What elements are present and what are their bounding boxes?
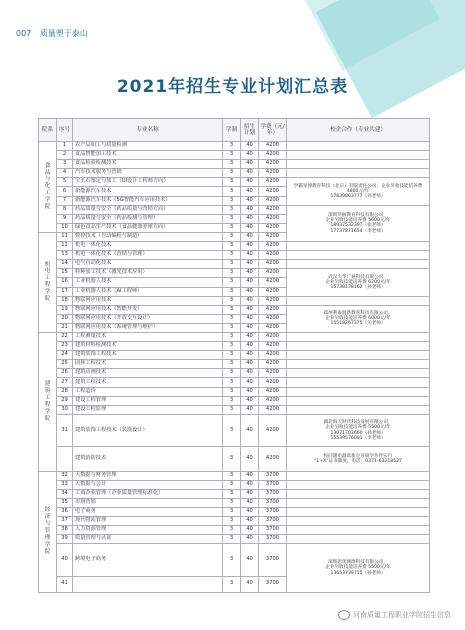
tuition-fee: 4200 bbox=[259, 160, 287, 169]
table-row bbox=[39, 169, 430, 178]
major-name: 新能源汽车技术 bbox=[73, 187, 223, 196]
enrollment-plan: 40 bbox=[241, 269, 259, 278]
table-row bbox=[39, 151, 430, 160]
row-number: 2 bbox=[57, 151, 73, 160]
enrollment-plan: 40 bbox=[241, 305, 259, 314]
enrollment-plan: 40 bbox=[241, 205, 259, 214]
study-years: 3 bbox=[223, 332, 241, 341]
table-row bbox=[39, 516, 430, 525]
cooperation-info bbox=[287, 251, 430, 260]
study-years: 3 bbox=[223, 232, 241, 241]
row-number: 17 bbox=[57, 287, 73, 296]
tuition-fee: 3700 bbox=[259, 480, 287, 489]
enrollment-plan: 40 bbox=[241, 242, 259, 251]
row-number: 6 bbox=[57, 187, 73, 196]
row-number: 34 bbox=[57, 489, 73, 498]
study-years: 3 bbox=[223, 369, 241, 378]
cooperation-info bbox=[287, 405, 430, 414]
table-row bbox=[39, 332, 430, 341]
column-header: 院系 bbox=[39, 119, 57, 142]
study-years: 3 bbox=[223, 260, 241, 269]
table-row bbox=[39, 160, 430, 169]
table-row bbox=[39, 260, 430, 269]
tuition-fee: 4200 bbox=[259, 205, 287, 214]
table-row bbox=[39, 242, 430, 251]
row-number: 32 bbox=[57, 471, 73, 480]
enrollment-plan: 40 bbox=[241, 576, 259, 592]
study-years: 3 bbox=[223, 526, 241, 535]
tuition-fee: 4200 bbox=[259, 251, 287, 260]
enrollment-plan: 40 bbox=[241, 278, 259, 287]
row-number: 7 bbox=[57, 196, 73, 205]
study-years: 3 bbox=[223, 251, 241, 260]
page-number: 007 bbox=[16, 29, 32, 38]
enrollment-plan: 40 bbox=[241, 178, 259, 187]
tuition-fee: 4200 bbox=[259, 369, 287, 378]
row-number: 36 bbox=[57, 507, 73, 516]
enrollment-plan: 40 bbox=[241, 507, 259, 516]
tuition-fee: 4200 bbox=[259, 351, 287, 360]
enrollment-plan: 40 bbox=[241, 378, 259, 387]
cooperation-info bbox=[287, 480, 430, 489]
major-name: 物联网应用技术（开放交互设计） bbox=[73, 314, 223, 323]
major-name: 机电一体化技术（营销与管理） bbox=[73, 251, 223, 260]
row-number: 22 bbox=[57, 332, 73, 341]
enrollment-plan: 40 bbox=[241, 342, 259, 351]
study-years: 3 bbox=[223, 498, 241, 507]
tuition-fee: 4200 bbox=[259, 287, 287, 296]
tuition-fee: 4200 bbox=[259, 178, 287, 187]
enrollment-plan: 40 bbox=[241, 351, 259, 360]
row-number: 11 bbox=[57, 232, 73, 241]
major-name: 建筑装饰工程技术（装潢设计） bbox=[73, 414, 223, 446]
cooperation-info bbox=[287, 142, 430, 151]
cooperation-info bbox=[287, 507, 430, 516]
tuition-fee: 4200 bbox=[259, 378, 287, 387]
enrollment-plan: 40 bbox=[241, 471, 259, 480]
cooperation-info: 郑州利泰润新教育科技有限公司， 企业另收技能培养费 6000元/年 15518267375（关老师） bbox=[287, 305, 430, 332]
cooperation-info bbox=[287, 360, 430, 369]
row-number: 25 bbox=[57, 360, 73, 369]
row-number: 14 bbox=[57, 260, 73, 269]
enrollment-plan: 40 bbox=[241, 196, 259, 205]
study-years: 3 bbox=[223, 507, 241, 516]
enrollment-plan: 40 bbox=[241, 544, 259, 576]
table-row bbox=[39, 369, 430, 378]
tuition-fee: 4200 bbox=[259, 269, 287, 278]
section-title: 质量塑于泰山 bbox=[39, 29, 88, 38]
column-header: 学费（元/年） bbox=[259, 119, 287, 142]
table-row bbox=[39, 480, 430, 489]
study-years: 3 bbox=[223, 405, 241, 414]
study-years: 3 bbox=[223, 576, 241, 592]
column-header: 招生计划 bbox=[241, 119, 259, 142]
study-years: 3 bbox=[223, 305, 241, 314]
cooperation-info bbox=[287, 471, 430, 480]
row-number: 37 bbox=[57, 516, 73, 525]
table-row bbox=[39, 471, 430, 480]
study-years: 3 bbox=[223, 269, 241, 278]
row-number: 27 bbox=[57, 378, 73, 387]
tuition-fee: 4200 bbox=[259, 405, 287, 414]
enrollment-plan: 40 bbox=[241, 480, 259, 489]
major-name: 物联网应用技术 bbox=[73, 296, 223, 305]
page-header bbox=[16, 28, 88, 39]
major-name: 数控技术（自动编程与制造） bbox=[73, 232, 223, 241]
watermark-text: 河南质量工程职业学院招生信息 bbox=[353, 611, 451, 619]
major-name: 人力资源管理 bbox=[73, 526, 223, 535]
cooperation-info bbox=[287, 526, 430, 535]
page-title: 2021年招生专业计划汇总表 bbox=[116, 77, 349, 97]
cooperation-info bbox=[287, 342, 430, 351]
study-years: 3 bbox=[223, 516, 241, 525]
tuition-fee: 4200 bbox=[259, 260, 287, 269]
cooperation-info bbox=[287, 489, 430, 498]
major-name: 工商企业管理（企业质量管理标准化） bbox=[73, 489, 223, 498]
row-number bbox=[57, 447, 73, 471]
cooperation-info bbox=[287, 296, 430, 305]
cooperation-info bbox=[287, 242, 430, 251]
row-number: 35 bbox=[57, 498, 73, 507]
major-name: 园林工程技术 bbox=[73, 360, 223, 369]
study-years: 3 bbox=[223, 480, 241, 489]
column-header: 专业名称 bbox=[73, 119, 223, 142]
enrollment-plan: 40 bbox=[241, 387, 259, 396]
column-header: 学制 bbox=[223, 119, 241, 142]
row-number: 20 bbox=[57, 314, 73, 323]
row-number: 18 bbox=[57, 296, 73, 305]
cooperation-info bbox=[287, 369, 430, 378]
major-name: 大数据与财务管理 bbox=[73, 471, 223, 480]
major-name: 食品检验检测技术 bbox=[73, 160, 223, 169]
tuition-fee: 4200 bbox=[259, 169, 287, 178]
row-number: 39 bbox=[57, 535, 73, 544]
major-name: 汽车技术服务与营销 bbox=[73, 169, 223, 178]
major-name: 工程造价 bbox=[73, 387, 223, 396]
study-years: 3 bbox=[223, 414, 241, 446]
enrollment-plan: 40 bbox=[241, 169, 259, 178]
tuition-fee: 4200 bbox=[259, 447, 287, 471]
table-row bbox=[39, 535, 430, 544]
major-name: 电气自动化技术 bbox=[73, 260, 223, 269]
column-header: 校企合作（专业共建） bbox=[287, 119, 430, 142]
study-years: 3 bbox=[223, 278, 241, 287]
study-years: 3 bbox=[223, 396, 241, 405]
major-name: 农产品加工与质量检测 bbox=[73, 142, 223, 151]
enrollment-plan: 40 bbox=[241, 314, 259, 323]
cooperation-info bbox=[287, 332, 430, 341]
study-years: 3 bbox=[223, 223, 241, 232]
study-years: 3 bbox=[223, 378, 241, 387]
row-number: 38 bbox=[57, 526, 73, 535]
table-row bbox=[39, 296, 430, 305]
row-number: 3 bbox=[57, 160, 73, 169]
study-years: 3 bbox=[223, 242, 241, 251]
major-name: 大数据与会计 bbox=[73, 480, 223, 489]
enrollment-plan: 40 bbox=[241, 151, 259, 160]
wechat-icon bbox=[338, 610, 350, 620]
enrollment-plan: 40 bbox=[241, 535, 259, 544]
enrollment-plan-table bbox=[38, 118, 430, 593]
enrollment-plan: 40 bbox=[241, 251, 259, 260]
major-name: 建筑消防技术 bbox=[73, 447, 223, 471]
row-number: 12 bbox=[57, 242, 73, 251]
row-number: 40 bbox=[57, 544, 73, 576]
major-name: 现代物流管理 bbox=[73, 516, 223, 525]
tuition-fee: 3700 bbox=[259, 507, 287, 516]
major-name: 工业机器人技术 bbox=[73, 278, 223, 287]
enrollment-plan: 40 bbox=[241, 405, 259, 414]
enrollment-plan: 40 bbox=[241, 287, 259, 296]
row-number: 15 bbox=[57, 269, 73, 278]
study-years: 3 bbox=[223, 535, 241, 544]
tuition-fee: 4200 bbox=[259, 360, 287, 369]
major-name: 食品智能加工技术 bbox=[73, 151, 223, 160]
tuition-fee: 4200 bbox=[259, 387, 287, 396]
major-name: 物联网应用技术（智能开发） bbox=[73, 305, 223, 314]
major-name: 机电一体化技术 bbox=[73, 242, 223, 251]
major-name bbox=[73, 576, 223, 592]
enrollment-plan: 40 bbox=[241, 414, 259, 446]
tuition-fee: 4200 bbox=[259, 223, 287, 232]
enrollment-plan: 40 bbox=[241, 396, 259, 405]
study-years: 3 bbox=[223, 314, 241, 323]
cooperation-info bbox=[287, 260, 430, 269]
major-name: 建筑工程技术 bbox=[73, 378, 223, 387]
college-name: 经济与管理学院 bbox=[44, 507, 51, 556]
enrollment-plan: 40 bbox=[241, 142, 259, 151]
enrollment-plan: 40 bbox=[241, 526, 259, 535]
major-name: 市场营销 bbox=[73, 498, 223, 507]
major-name: 建筑装饰工程技术 bbox=[73, 351, 223, 360]
enrollment-plan: 40 bbox=[241, 323, 259, 332]
major-name: 质量管理与认证 bbox=[73, 535, 223, 544]
major-name: 工程测量技术 bbox=[73, 332, 223, 341]
table-row bbox=[39, 507, 430, 516]
row-number: 10 bbox=[57, 223, 73, 232]
row-number: 30 bbox=[57, 405, 73, 414]
study-years: 3 bbox=[223, 342, 241, 351]
cooperation-info bbox=[287, 387, 430, 396]
tuition-fee: 3700 bbox=[259, 498, 287, 507]
tuition-fee: 3700 bbox=[259, 516, 287, 525]
tuition-fee: 4200 bbox=[259, 323, 287, 332]
table-row bbox=[39, 378, 430, 387]
study-years: 3 bbox=[223, 471, 241, 480]
table-row bbox=[39, 342, 430, 351]
row-number: 8 bbox=[57, 205, 73, 214]
enrollment-plan: 40 bbox=[241, 232, 259, 241]
tuition-fee: 4200 bbox=[259, 396, 287, 405]
enrollment-plan: 40 bbox=[241, 360, 259, 369]
cooperation-info bbox=[287, 160, 430, 169]
study-years: 3 bbox=[223, 489, 241, 498]
row-number: 1 bbox=[57, 142, 73, 151]
tuition-fee: 4200 bbox=[259, 342, 287, 351]
college-cell bbox=[39, 142, 57, 233]
tuition-fee: 4200 bbox=[259, 296, 287, 305]
major-name: 物联网应用技术（系统管理与维护） bbox=[73, 323, 223, 332]
table-row bbox=[39, 498, 430, 507]
column-header: 序号 bbox=[57, 119, 73, 142]
enrollment-plan: 40 bbox=[241, 447, 259, 471]
tuition-fee: 4200 bbox=[259, 214, 287, 223]
cooperation-info bbox=[287, 169, 430, 178]
enrollment-plan: 40 bbox=[241, 516, 259, 525]
tuition-fee: 3700 bbox=[259, 544, 287, 576]
table-row bbox=[39, 414, 430, 446]
table-row bbox=[39, 387, 430, 396]
row-number: 33 bbox=[57, 480, 73, 489]
enrollment-plan: 40 bbox=[241, 489, 259, 498]
major-name: 电子商务 bbox=[73, 507, 223, 516]
watermark bbox=[338, 610, 451, 620]
study-years: 3 bbox=[223, 323, 241, 332]
tuition-fee: 3700 bbox=[259, 471, 287, 480]
row-number: 29 bbox=[57, 396, 73, 405]
cooperation-info: 深圳华颐教育科技有限公司， 企业另收技能培养费 5600元/年 18937532397（张老师） 17737871654（李老师） bbox=[287, 205, 430, 241]
study-years: 3 bbox=[223, 151, 241, 160]
study-years: 3 bbox=[223, 287, 241, 296]
study-years: 3 bbox=[223, 387, 241, 396]
row-number: 5 bbox=[57, 178, 73, 187]
tuition-fee: 4200 bbox=[259, 278, 287, 287]
cooperation-info: 学霸星博教育科技（北京）有限责任公司，企业另收技能培养费 4800元/年 17839863777（孙老师） bbox=[287, 178, 430, 205]
row-number: 19 bbox=[57, 305, 73, 314]
study-years: 3 bbox=[223, 214, 241, 223]
cooperation-info bbox=[287, 498, 430, 507]
major-name: 工业机器人技术（AI工程师） bbox=[73, 287, 223, 296]
college-name: 机电工程学院 bbox=[44, 261, 51, 303]
enrollment-plan: 40 bbox=[241, 187, 259, 196]
major-name: 建筑动画技术 bbox=[73, 369, 223, 378]
enrollment-plan: 40 bbox=[241, 214, 259, 223]
row-number: 26 bbox=[57, 369, 73, 378]
tuition-fee: 3700 bbox=[259, 535, 287, 544]
college-name: 食品与化工学院 bbox=[44, 162, 51, 211]
table-row bbox=[39, 305, 430, 314]
study-years: 3 bbox=[223, 160, 241, 169]
cooperation-info: 深圳思优网络科技有限公司， 企业另收技能培养费 5500元/年 13653739715（孙老师） bbox=[287, 544, 430, 593]
major-name: 跨境电子商务 bbox=[73, 544, 223, 576]
tuition-fee: 3700 bbox=[259, 489, 287, 498]
major-name: 宝玉石鉴定与加工（UI设计工程师方向） bbox=[73, 178, 223, 187]
tuition-fee: 4200 bbox=[259, 414, 287, 446]
major-name: 建设工程管理 bbox=[73, 396, 223, 405]
enrollment-plan: 40 bbox=[241, 260, 259, 269]
study-years: 3 bbox=[223, 544, 241, 576]
study-years: 3 bbox=[223, 169, 241, 178]
college-cell bbox=[39, 332, 57, 471]
table-row bbox=[39, 142, 430, 151]
cooperation-info bbox=[287, 351, 430, 360]
row-number: 24 bbox=[57, 351, 73, 360]
tuition-fee: 4200 bbox=[259, 196, 287, 205]
row-number: 31 bbox=[57, 414, 73, 446]
study-years: 3 bbox=[223, 205, 241, 214]
cooperation-info: 湖北海天时代科技发展有限公司， 企业另收技能培养费 5500元/年 13071703660（孙老师） 15539576001（李老师） bbox=[287, 414, 430, 446]
row-number: 13 bbox=[57, 251, 73, 260]
tuition-fee: 4200 bbox=[259, 332, 287, 341]
table-row bbox=[39, 405, 430, 414]
study-years: 3 bbox=[223, 351, 241, 360]
study-years: 3 bbox=[223, 187, 241, 196]
cooperation-info bbox=[287, 151, 430, 160]
table-row bbox=[39, 396, 430, 405]
study-years: 3 bbox=[223, 360, 241, 369]
row-number: 41 bbox=[57, 576, 73, 592]
major-name: 新能源汽车技术（5G智能汽车应用技术） bbox=[73, 196, 223, 205]
tuition-fee: 4200 bbox=[259, 187, 287, 196]
enrollment-plan: 40 bbox=[241, 369, 259, 378]
row-number: 21 bbox=[57, 323, 73, 332]
tuition-fee: 4200 bbox=[259, 142, 287, 151]
cooperation-info: 武汉大华广通科技有限公司， 企业另收技能培养费 6200元/年 15738178162（孙老师） bbox=[287, 269, 430, 296]
study-years: 3 bbox=[223, 142, 241, 151]
table-row bbox=[39, 251, 430, 260]
cooperation-info bbox=[287, 378, 430, 387]
cooperation-info bbox=[287, 535, 430, 544]
study-years: 3 bbox=[223, 178, 241, 187]
tuition-fee: 4200 bbox=[259, 305, 287, 314]
table-row bbox=[39, 360, 430, 369]
study-years: 3 bbox=[223, 447, 241, 471]
table-row bbox=[39, 205, 430, 214]
tuition-fee: 3700 bbox=[259, 526, 287, 535]
table-row bbox=[39, 178, 430, 187]
table-row bbox=[39, 489, 430, 498]
tuition-fee: 4200 bbox=[259, 232, 287, 241]
table-row bbox=[39, 351, 430, 360]
major-name: 绿色食品生产技术（食品健康养殖方向） bbox=[73, 223, 223, 232]
tuition-fee: 4200 bbox=[259, 314, 287, 323]
college-cell bbox=[39, 232, 57, 332]
tuition-fee: 4200 bbox=[259, 242, 287, 251]
table-row bbox=[39, 269, 430, 278]
major-name: 药品质量与安全（药品质量与营销方向） bbox=[73, 205, 223, 214]
enrollment-plan: 40 bbox=[241, 498, 259, 507]
major-name: 药品质量与安全（药品检测与管理） bbox=[73, 214, 223, 223]
major-name: 建设工程监理 bbox=[73, 405, 223, 414]
row-number: 4 bbox=[57, 169, 73, 178]
tuition-fee: 4200 bbox=[259, 151, 287, 160]
row-number: 16 bbox=[57, 278, 73, 287]
study-years: 3 bbox=[223, 296, 241, 305]
table-body bbox=[39, 142, 430, 593]
cooperation-info bbox=[287, 396, 430, 405]
cooperation-info: 校问题电器高新企业研学作伴实行 “1+X”证书制度，电话：0371-63218527 bbox=[287, 447, 430, 471]
enrollment-plan: 40 bbox=[241, 332, 259, 341]
tuition-fee: 3700 bbox=[259, 576, 287, 592]
cooperation-info bbox=[287, 516, 430, 525]
major-name: 建筑材料检测技术 bbox=[73, 342, 223, 351]
major-name: 特种加工技术（激光技术应用） bbox=[73, 269, 223, 278]
enrollment-plan: 40 bbox=[241, 160, 259, 169]
study-years: 3 bbox=[223, 196, 241, 205]
college-cell bbox=[39, 471, 57, 592]
table-row bbox=[39, 526, 430, 535]
row-number: 28 bbox=[57, 387, 73, 396]
enrollment-plan: 40 bbox=[241, 296, 259, 305]
table-row bbox=[39, 544, 430, 576]
table-header-row bbox=[39, 119, 430, 142]
college-name: 建筑工程学院 bbox=[44, 380, 51, 422]
enrollment-plan: 40 bbox=[241, 223, 259, 232]
table-row bbox=[39, 447, 430, 471]
row-number: 23 bbox=[57, 342, 73, 351]
row-number: 9 bbox=[57, 214, 73, 223]
